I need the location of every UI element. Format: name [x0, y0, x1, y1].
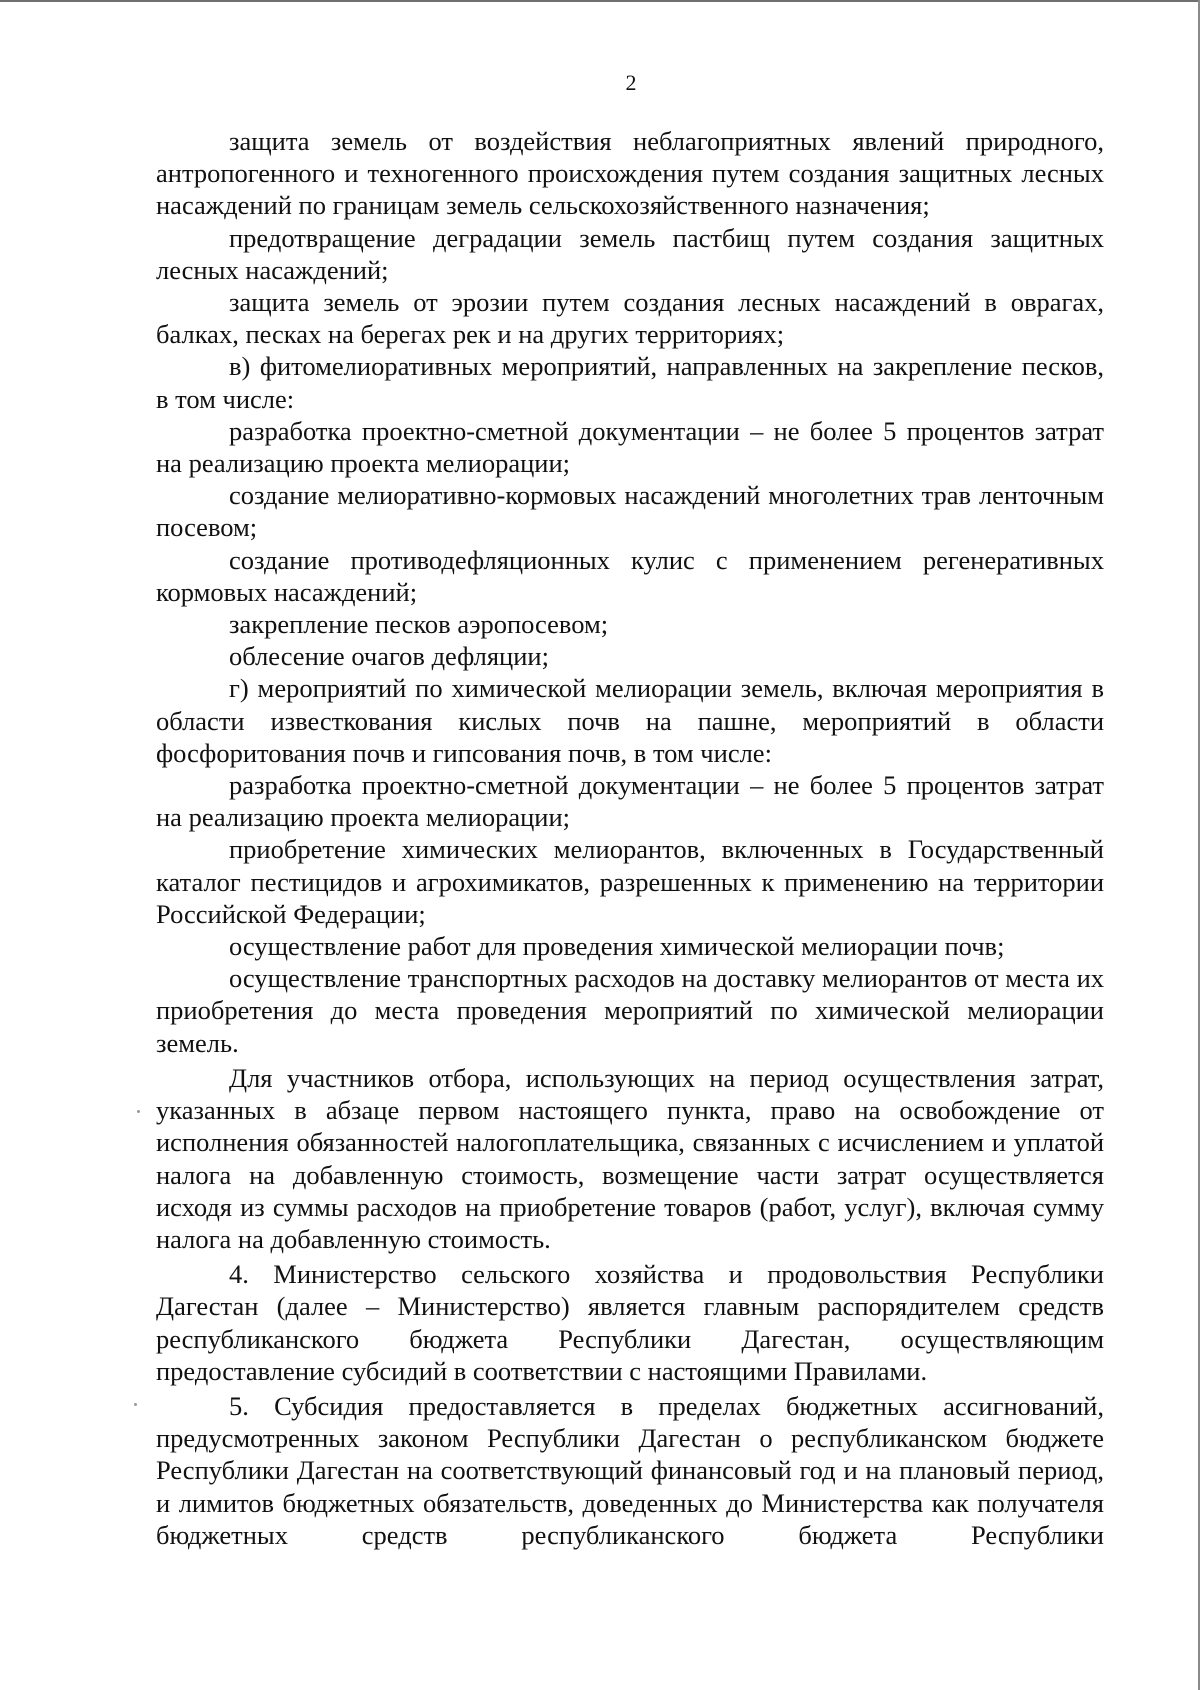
scan-speck	[137, 1110, 140, 1113]
paragraph-erosion-protection: защита земель от эрозии путем создания лесных насаждений в оврагах, балках, песках на берегах рек и на других территориях;	[156, 287, 1104, 350]
scan-speck	[134, 1403, 137, 1406]
paragraph-item-4-ministry: 4. Министерство сельского хозяйства и продовольствия Республики Дагестан (далее – Министерство) является главным распорядителем средств республиканского бюджета Республики Дагестан, осуществляющим предоставление субсидий в соответствии с настоящими Правилами.	[156, 1259, 1104, 1386]
page-number: 2	[625, 70, 637, 95]
paragraph-item-g-chemical-melioration: г) мероприятий по химической мелиорации земель, включая мероприятия в области известкования кислых почв на пашне, мероприятий в области фосфоритования почв и гипсования почв, в том числе:	[156, 673, 1104, 768]
paragraph-pasture-degradation: предотвращение деградации земель пастбищ путем создания защитных лесных насаждений;	[156, 222, 1104, 285]
paragraph-aerial-seeding: закрепление песков аэропосевом;	[229, 609, 609, 640]
paragraph-afforestation: облесение очагов дефляции;	[229, 641, 549, 672]
paragraph-chemical-ameliorants: приобретение химических мелиорантов, включенных в Государственный каталог пестицидов и агрохимикатов, разрешенных к применению на территории Российской Федерации;	[156, 834, 1104, 929]
paragraph-transport-costs: осуществление транспортных расходов на доставку мелиорантов от места их приобретения до места проведения мероприятий по химической мелиорации земель.	[156, 963, 1104, 1058]
paragraph-item-v-phytomelioration: в) фитомелиоративных мероприятий, направленных на закрепление песков, в том числе:	[156, 351, 1104, 414]
document-body	[156, 125, 1104, 1551]
paragraph-antideflation-wings: создание противодефляционных кулис с применением регенеративных кормовых насаждений;	[156, 544, 1104, 607]
paragraph-chemical-works: осуществление работ для проведения химической мелиорации почв;	[229, 931, 1005, 962]
paragraph-design-docs-1: разработка проектно-сметной документации – не более 5 процентов затрат на реализацию проекта мелиорации;	[156, 415, 1104, 479]
paragraph-item-5-subsidy: 5. Субсидия предоставляется в пределах бюджетных ассигнований, предусмотренных законом Республики Дагестан о республиканском бюджете Республики Дагестан на соответствующий финансовый год и на плановый период, и лимитов бюджетных обязательств, доведенных до Министерства как получателя бюджетных средств республиканского бюджета Республики	[156, 1390, 1104, 1550]
paragraph-protect-land-adverse: защита земель от воздействия неблагоприятных явлений природного, антропогенного и техногенного происхождения путем создания защитных лесных насаждений по границам земель сельскохозяйственного назначения;	[156, 126, 1104, 221]
paragraph-forage-plantings: создание мелиоративно-кормовых насаждений многолетних трав ленточным посевом;	[156, 480, 1104, 543]
paragraph-design-docs-2: разработка проектно-сметной документации – не более 5 процентов затрат на реализацию проекта мелиорации;	[156, 770, 1104, 833]
scan-edge-top	[0, 0, 1200, 2]
paragraph-vat-exemption: Для участников отбора, использующих на период осуществления затрат, указанных в абзаце первом настоящего пункта, право на освобождение от исполнения обязанностей налогоплательщика, связанных с исчислением и уплатой налога на добавленную стоимость, возмещение части затрат осуществляется исходя из суммы расходов на приобретение товаров (работ, услуг), включая сумму налога на добавленную стоимость.	[156, 1062, 1104, 1254]
